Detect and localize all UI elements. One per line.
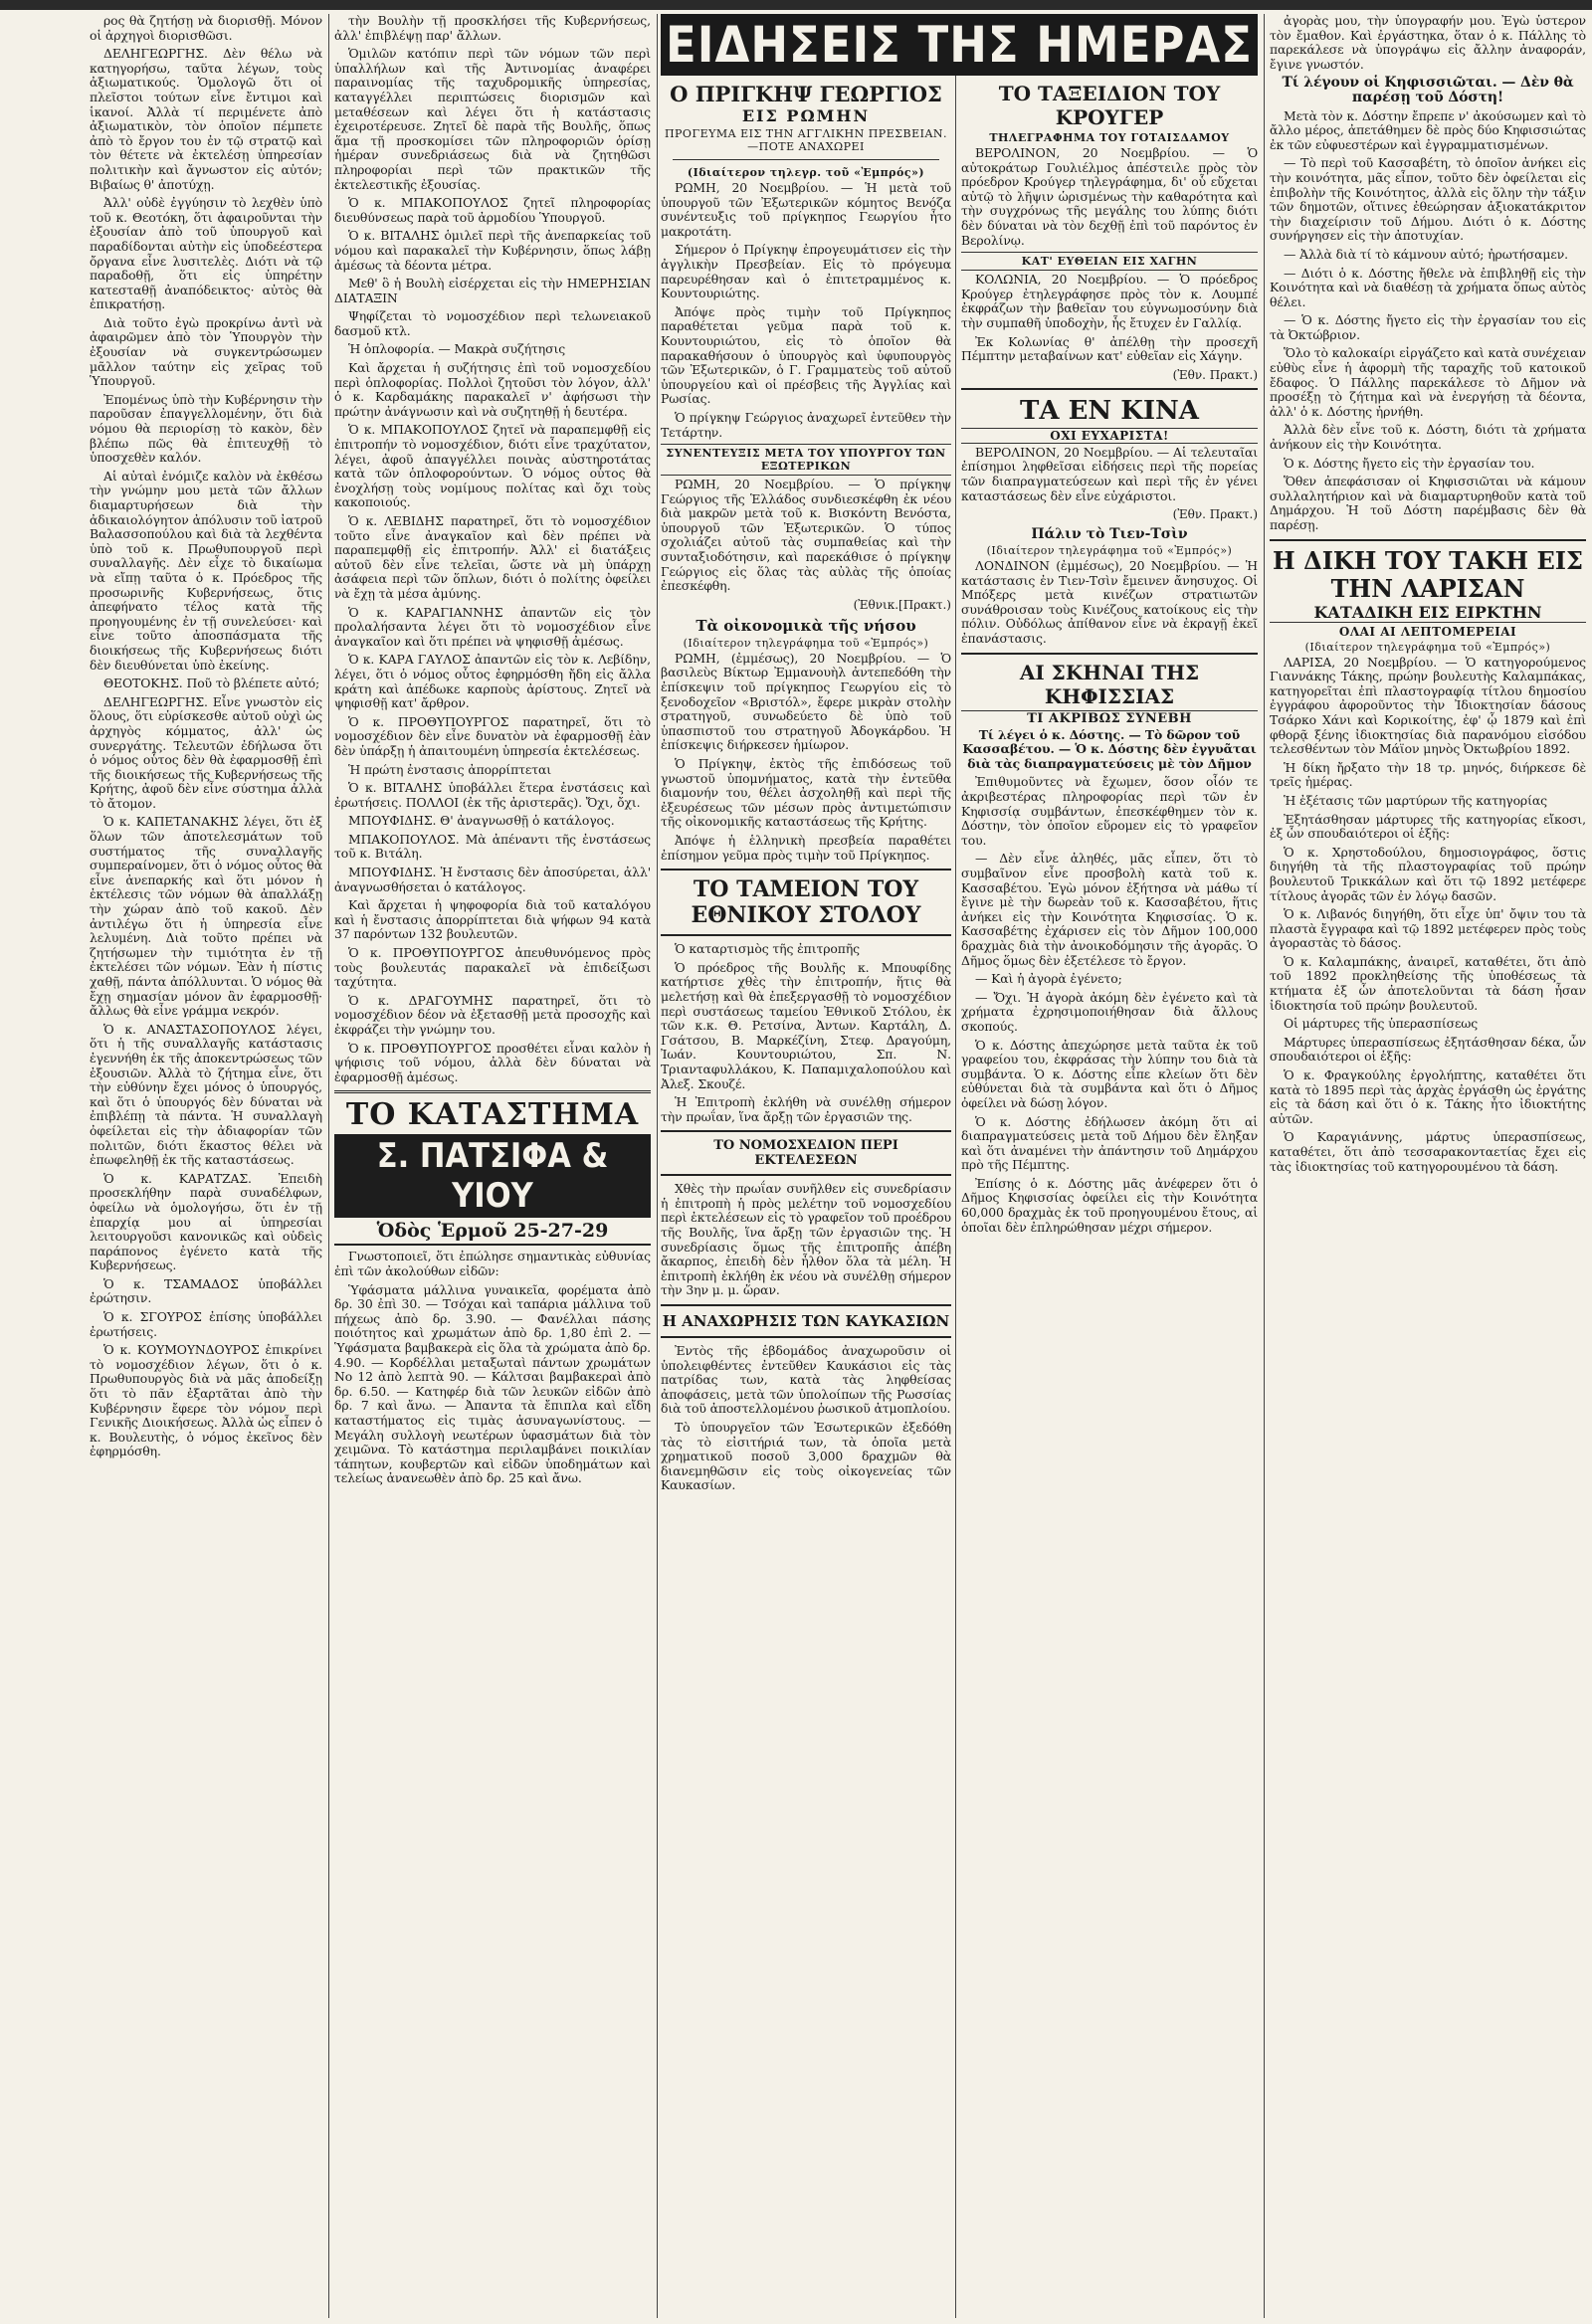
paragraph: Ὁ κ. ΒΙΤΑΛΗΣ ὁμιλεῖ περὶ τῆς ἀνεπαρκείας τοῦ νόμου καὶ παρακαλεῖ τὴν Κυβέρνησιν, ὅπως λάβῃ ἀμέσως τὰ δέοντα μέτρα.	[334, 228, 651, 273]
paragraph: Μάρτυρες ὑπερασπίσεως ἐξητάσθησαν δέκα, ὧν σπουδαιότεροι οἱ ἑξῆς:	[1270, 1034, 1586, 1065]
paragraph: ΛΟΝΔΙΝΟΝ (ἐμμέσως), 20 Νοεμβρίου. — Ἡ κατάστασις ἐν Τιεν-Τσὶν ἔμεινεν ἄνησυχος. Οἱ Μπόξερς μετὰ κινέζων στρατιωτῶν συνάθροισαν τοὺς Κινέζους κατοίκους εἰς τὴν πόλιν. Οὐδόλως ἀπίθανον εἶνε νὰ ἐκραγῇ ἐκεῖ ἐπανάστασις.	[961, 558, 1258, 647]
column-divider	[1264, 14, 1265, 2318]
paragraph: Ὁ κ. ΠΡΟΘΥΠΟΥΡΓΟΣ προσθέτει εἶναι καλὸν ἡ ψήφισις τοῦ νόμου, ἀλλὰ δὲν δύναται νὰ ἐφαρμοσθῇ ἀμέσως.	[334, 1040, 651, 1084]
paragraph: Ψηφίζεται τὸ νομοσχέδιον περὶ τελωνειακοῦ δασμοῦ κτλ.	[334, 308, 651, 338]
paragraph: — Τὸ περὶ τοῦ Κασσαβέτη, τὸ ὁποῖον ἀνήκει εἰς τὴν κοινότητα, μᾶς εἶπον, τοῦτο δὲν ὀφείλεται εἰς ἐπιβολὴν τῆς Κοινότητος, ἀλλὰ εἰς ὅλην τὴν τάξιν τῶν δημοτῶν, οἵτινες ἐθεώρησαν ἀξιοκατάκριτον τὴν διαχείρισιν τοῦ Δήμου. Διότι ὁ κ. Δόστης συνήργησεν εἰς τὴν ἀποτυχίαν.	[1270, 155, 1586, 244]
paragraph: τὴν Βουλὴν τῇ προσκλήσει τῆς Κυβερνήσεως, ἀλλ' ἐπιβλέψῃ παρ' ἄλλων.	[334, 13, 651, 43]
paragraph: ΜΠΟΥΦΙΔΗΣ. Θ' ἀναγνωσθῇ ὁ κατάλογος.	[348, 813, 615, 829]
paragraph: Ὁ Πρίγκηψ, ἐκτὸς τῆς ἐπιδόσεως τοῦ γνωστοῦ ὑπομνήματος, κατὰ τὴν ἐντεῦθα διαμονήν του, θέλει ἀσχοληθῇ καὶ περὶ τῆς ἐξευρέσεως τῶν μέσων πρὸς ἀντιμετώπισιν τῆς οἰκονομικῆς καταστάσεως τῆς Κρήτης.	[661, 756, 951, 830]
paragraph: Ὁ κ. Δόστης ἀπεχώρησε μετὰ ταῦτα ἐκ τοῦ γραφείου του, ἐκφράσας τὴν λύπην του διὰ τὰ συμβάντα. Ὁ κ. Δόστης εἶπε κλείων ὅτι δὲν εὐθύνεται διὰ τὰ συμβάντα καὶ ὅτι ὁ Δῆμος ὀφείλει νὰ δώσῃ λόγον.	[961, 1037, 1258, 1110]
column-5	[1270, 14, 1586, 2318]
s2-text	[661, 478, 951, 594]
paragraph: Ὁ κ. ΜΠΑΚΟΠΟΥΛΟΣ ζητεῖ πληροφορίας διευθύνσεως παρὰ τοῦ ἀρμοδίου Ὑπουργοῦ.	[334, 195, 651, 225]
paragraph: Ὁ κ. Δόστης ἤγετο εἰς τὴν ἐργασίαν του.	[1284, 455, 1535, 471]
column-divider	[955, 14, 956, 2318]
paragraph: Καὶ ἄρχεται ἡ ψηφοφορία διὰ τοῦ καταλόγου καὶ ἡ ἔνστασις ἀπορρίπτεται διὰ ψήφων 94 κατὰ 37 παρόντων 132 βουλευτῶν.	[334, 897, 651, 942]
ad-paragraph: Γνωστοποιεῖ, ὅτι ἐπώλησε σημαντικὰς εὐθυνίας ἐπὶ τῶν ἀκολούθων εἰδῶν:	[334, 1249, 651, 1278]
paragraph: Ὁ κ. ΑΝΑΣΤΑΣΟΠΟΥΛΟΣ λέγει, ὅτι ἡ τῆς συναλλαγῆς κατάστασις ἐγεννήθη ἐκ τῆς ἀποκεντρώσεως τῶν ἐξουσιῶν. Ἀλλὰ τὸ ζήτημα εἶνε, ὅτι τὴν εὐθύνην ἔχει μόνος ὁ ὑπουργός, καὶ ὅτι ὁ ὑπουργός δὲν δύναται νὰ ἐπιβλέπῃ τὰ πάντα. Ἡ συναλλαγὴ ὀφείλεται εἰς τὴν ἀδιαφορίαν τῶν πολιτῶν, διότι ἕκαστος θέλει νὰ ἐπωφεληθῇ ἐκ τῆς καταστάσεως.	[90, 1021, 322, 1168]
s1-text	[661, 181, 951, 440]
paragraph: Ἡ πρώτη ἐνστασις ἀπορρίπτεται	[348, 761, 552, 777]
paragraph: Τὸ ὑπουργεῖον τῶν Ἐσωτερικῶν ἐξεδόθη τὰς τὸ εἰσιτήριά των, τὰ ὁποῖα μετὰ χρηματικοῦ ποσοῦ 3,000 δραχμῶν θὰ διανεμηθῶσιν εἰς τοὺς οἰκογενείας τῶν Καυκασίων.	[661, 1420, 951, 1493]
paragraph: Ὁ πρόεδρος τῆς Βουλῆς κ. Μπουφίδης κατήρτισε χθὲς τὴν ἐπιτροπήν, ἥτις θὰ μελετήσῃ καὶ θὰ ἐπεξεργασθῇ τὸ νομοσχέδιον περὶ συστάσεως ταμείου Ἐθνικοῦ Στόλου, ἐκ τῶν κ.κ. Θ. Ρετσίνα, Ἀντων. Καρτάλη, Δ. Γσάτσου, Β. Μαρκέζίνη, Στεφ. Δραγούμη, Ἰωάν. Κουντουριώτου, Σπ. Ν. Τριανταφυλλάκου, Κ. Παπαμιχαλοπούλου καὶ Ἀλεξ. Σκουζέ.	[661, 959, 951, 1091]
prince-george-subhead-2: ΠΡΟΓΕΥΜΑ ΕΙΣ ΤΗΝ ΑΓΓΛΙΚΗΝ ΠΡΕΣΒΕΙΑΝ.—ΠΟΤΕ ΑΝΑΧΩΡΕΙ	[664, 127, 948, 153]
tameion-headline: ΤΟ ΤΑΜΕΙΟΝ ΤΟΥ ΕΘΝΙΚΟΥ ΣΤΟΛΟΥ	[691, 876, 921, 929]
paragraph: Ἐκ Κολωνίας θ' ἀπέλθῃ τὴν προσεχῆ Πέμπτην μεταβαίνων κατ' εὐθεῖαν εἰς Χάγην.	[961, 333, 1258, 364]
paragraph: Καὶ ἄρχεται ἡ συζήτησις ἐπὶ τοῦ νομοσχεδίου περὶ ὁπλοφορίας. Πολλοὶ ζητοῦσι τὸν λόγον, ἀλλ' ὁ κ. Καρδαμάκης παρακαλεῖ ν' ἀφήσωσι τὴν πρώτην ἀνάγνωσιν καὶ νὰ συζητηθῇ ἡ δευτέρα.	[334, 360, 651, 419]
paragraph: Αἱ αὐταὶ ἐνόμιζε καλὸν νὰ ἐκθέσω τὴν γνώμην μου μετὰ τῶν ἄλλων διαμαρτυρήσεων διὰ τὴν ἀδικαιολόγητον ἀπόλυσιν τοῦ ἰατροῦ Βαλασσοπούλου καὶ διὰ τὰ λεχθέντα ὑπὸ τοῦ κ. Πρωθυπουργοῦ περὶ συναλλαγῆς. Δὲν εἶχε τὸ δικαίωμα νὰ εἴπῃ ταῦτα ὁ κ. Πρόεδρος τῆς προσωρινῆς Κυβερνήσεως, ὅτις ἀπεφήνατο τέλος κατὰ τῆς προηγουμένης ἐν τῇ συνελεύσει· καὶ εἶνε τοῦτο ἀποσπάσματα τῆς διοικήσεως τῆς Κυβερνήσεως διότι δὲν διευθύνεται ὑπὸ ἐκείνης.	[90, 468, 322, 673]
china-subhead: ΟΧΙ ΕΥΧΑΡΙΣΤΑ!	[961, 428, 1258, 444]
paragraph: Ὁ κ. ΒΙΤΑΛΗΣ ὑποβάλλει ἕτερα ἐνστάσεις καὶ ἐρωτήσεις. ΠΟΛΛΟΙ (ἐκ τῆς ἀριστερᾶς). Ὄχι, ὄχι.	[334, 780, 651, 810]
prince-george-article	[661, 82, 951, 1497]
kruger-subhead: ΤΗΛΕΓΡΑΦΗΜΑ ΤΟΥ ΓΟΤΑΙΣΔΑΜΟΥ	[989, 131, 1230, 144]
trial-text	[1270, 656, 1586, 1175]
china-headline: ΤΑ ΕΝ ΚΙΝΑ	[1020, 395, 1199, 426]
paragraph: Ὁ κ. ΚΑΠΕΤΑΝΑΚΗΣ λέγει, ὅτι ἐξ ὅλων τῶν ἀποτελεσμάτων τοῦ συστήματος τῆς συναλλαγῆς συμπεραίνομεν, ὅτι ὁ νόμος οὗτος θὰ εἶνε ἀνεπαρκής καὶ ὅτι μόνον ἡ ἐκτέλεσις τῶν νόμων θὰ ἀπαλλάξῃ τὴν χώραν ἀπὸ τοῦ κακοῦ. Δὲν ἀντιλέγω ὅτι ἡ ὑπηρεσία εἶνε λελυμένη. Διὰ τοῦτο πρέπει νὰ ζητήσωμεν τὴν τιμιότητα ἐν τῇ ἐκτελέσει τῶν νόμων. Ἐὰν ἡ πίστις χαθῇ, πάντα ἀπόλλυνται. Ὁ νόμος θὰ ἔχῃ σημασίαν μόνον ἂν ἐφαρμοσθῇ· ἄλλως θὰ εἶνε γράμμα νεκρόν.	[90, 814, 322, 1019]
paragraph: Μεθ' ὃ ἡ Βουλὴ εἰσέρχεται εἰς τὴν ΗΜΕΡΗΣΙΑΝ ΔΙΑΤΑΞΙΝ	[334, 276, 651, 305]
s1-label: (Ιδιαίτερον τηλεγρ. τοῦ «Ἐμπρός»)	[687, 166, 925, 179]
kruger-article	[961, 82, 1258, 1239]
paragraph: ΔΕΛΗΓΕΩΡΓΗΣ. Δὲν θέλω νὰ κατηγορήσω, ταῦτα λέγων, τοὺς ἀξιωματικούς. Ὁμολογῶ ὅτι οἱ πλεῖστοι τούτων εἶνε ἔντιμοι καὶ ἱκανοί. Ἀλλὰ τί περιμένετε ἀπὸ ἀξιωματικὸν, τὸν ὁποῖον πέμπετε ἀπὸ τὸ ἔργον του ἐν τῷ στρατῷ καὶ τὸν θέτετε νὰ ἐκτελέσῃ ὑπηρεσίαν πολιτικὴν καὶ ἄγνωστον εἰς αὐτόν; Βιβαίως θ' ἀποτύχῃ.	[90, 46, 322, 192]
paragraph: Ὁ κ. ΚΑΡΑ ΓΑΥΛΟΣ ἀπαντῶν εἰς τὸν κ. Λεβίδην, λέγει, ὅτι ὁ νόμος οὗτος ἐφηρμόσθη ἤδη εἰς ἄλλα κράτη καὶ ἀπέδωκε καρποὺς ἀρίστους. Ζητεῖ νὰ ψηφισθῇ κατ' ἄρθρον.	[334, 652, 651, 711]
store-advertisement	[334, 1090, 651, 1486]
paragraph: Ἐπιθυμοῦντες νὰ ἔχωμεν, ὅσον οἷόν τε ἀκριβεστέρας πληροφορίας περὶ τῶν ἐν Κηφισσίᾳ συμβάντων, ἐπεσκέφθημεν τὸν κ. Δόστην, τὸν ὁποῖον εὕρομεν εἰς τὸ γραφεῖον του.	[961, 774, 1258, 848]
prince-george-headline: Ο ΠΡΙΓΚΗΨ ΓΕΩΡΓΙΟΣ	[670, 82, 942, 106]
paragraph: Ἀλλ' οὐδὲ ἐγγύησιν τὸ λεχθὲν ὑπὸ τοῦ κ. Θεοτόκη, ὅτι ἀφαιροῦνται τὴν ἐξουσίαν ἀπὸ τοῦ ὑπουργοῦ καὶ παραδίδονται αὐτὴν εἰς ὑποδεέστερα ὄργανα εἶνε λυσιτελὲς. Διότι νὰ τῷ παραδοθῇ, ὅτι εἰς ὑπηρέτην κατεσταθῇ ἀναπόδεικτος· αὐτὸς θὰ ἐπικρατήσῃ.	[90, 195, 322, 312]
paragraph: Ἡ δίκη ἤρξατο τὴν 18 τρ. μηνός, διήρκεσε δὲ τρεῖς ἡμέρας.	[1270, 759, 1586, 790]
column-2-text	[334, 14, 651, 1084]
paragraph: Οἱ μάρτυρες τῆς ὑπερασπίσεως	[1284, 1016, 1479, 1032]
ad-title: ΤΟ ΚΑΤΑΣΤΗΜΑ	[345, 1097, 640, 1133]
column-divider	[657, 14, 658, 2318]
paragraph: Ἡ ὁπλοφορία. — Μακρὰ συζήτησις	[348, 341, 566, 357]
paragraph: Ὁ κ. Δόστης ἐδήλωσεν ἀκόμη ὅτι αἱ διαπραγματεύσεις μετὰ τοῦ Δήμου δὲν ἔληξαν καὶ ὅτι ἀναμένει τὴν ἀπάντησιν τοῦ Δημάρχου πρὸ τῆς Πέμπτης.	[961, 1113, 1258, 1173]
nomos-headline: ΤΟ ΝΟΜΟΣΧΕΔΙΟΝ ΠΕΡΙ ΕΚΤΕΛΕΣΕΩΝ	[713, 1138, 898, 1169]
column-2	[334, 14, 651, 2318]
trial-subhead-2: ΟΛΑΙ ΑΙ ΛΕΠΤΟΜΕΡΕΙΑΙ	[1338, 624, 1517, 639]
paragraph: Ὁ κ. ΔΡΑΓΟΥΜΗΣ παρατηρεῖ, ὅτι τὸ νομοσχέδιον δέον νὰ ἐξετασθῇ μετὰ προσοχῆς καὶ ἐκφράζει τὴν γνώμην του.	[334, 992, 651, 1037]
paragraph: Ὁ κ. ΛΕΒΙΔΗΣ παρατηρεῖ, ὅτι τὸ νομοσχέδιον τοῦτο εἶνε ἀναγκαῖον καὶ δὲν πρέπει νὰ παραπεμφθῇ εἰς ἐπιτροπήν. Ἀλλ' εἰ διατάξεις αὐτοῦ δὲν εἶνε τελεῖαι, ὥστε νὰ μὴ ὑπάρχῃ ἀσάφεια περὶ τῶν ὅπλων, διότι ὁ πολίτης ὀφείλει νὰ ἔχῃ τὰ μέσα ἀμύνης.	[334, 513, 651, 601]
paragraph: Ἐξητάσθησαν μάρτυρες τῆς κατηγορίας εἴκοσι, ἐξ ὧν σπουδαιότεροι οἱ ἑξῆς:	[1270, 811, 1586, 842]
paragraph: ρος θὰ ζητήσῃ νὰ διορισθῇ. Μόνον οἱ ἀρχηγοὶ διορισθῶσι.	[90, 13, 322, 43]
paragraph: ΚΟΛΩΝΙΑ, 20 Νοεμβρίου. — Ὁ πρόεδρος Κρούγερ ἐτηλεγράφησε πρὸς τὸν κ. Λουμπέ ἐκφράζων τὴν βαθεῖαν του εὐγνωμοσύνην διὰ τὴν συμπαθῆ ὑποδοχὴν, ἧς ἔτυχεν ἐν Γαλλίᾳ.	[961, 272, 1258, 330]
kifissia-headline: ΑΙ ΣΚΗΝΑΙ ΤΗΣ ΚΗΦΙΣΣΙΑΣ	[1019, 660, 1200, 708]
paragraph: ΛΑΡΙΣΑ, 20 Νοεμβρίου. — Ὁ κατηγορούμενος Γιαννάκης Τάκης, πρώην βουλευτὴς Καλαμπάκας, κατηγορεῖται ἐπὶ πλαστογραφίᾳ τίτλου δημοσίου ἐγγράφου ἀφοροῦντος τὴν Ἰδιοκτησίαν δάσους Τσάρκο Χάνι καὶ Κορικοίτης, ἐφ' ᾧ 1879 καὶ ἐπὶ φθορᾷ ξένης ἰδιοκτησίας διὰ παρανόμου εἰσόδου τελεσθέντων τὸν Μάϊον μηνὸς Ὀκτωβρίου 1892.	[1270, 654, 1586, 757]
ad-store-name: Σ. ΠΑΤΣΙΦΑ & ΥΙΟΥ	[334, 1134, 651, 1218]
paragraph: Ἐπομένως ὑπὸ τὴν Κυβέρνησιν τὴν παροῦσαν ἐπαγγελλομένην, ὅτι διὰ νόμου θὰ περιορίσῃ τὸ κακὸν, δὲν βλέπω πῶς θὰ ἐπιτευχθῇ τὸ ὑποσχεθὲν καλόν.	[90, 391, 322, 466]
paragraph: ΡΩΜΗ, 20 Νοεμβρίου. — Ὁ πρίγκηψ Γεώργιος τῆς Ἑλλάδος συνδιεσκέφθη ἐκ νέου διὰ μακρῶν μετὰ τοῦ κ. Βισκόντη Βενόστα, ὑπουργοῦ τῶν Ἐξωτερικῶν. Ὁ τύπος σχολιάζει αὐτοῦ τὰς συμπαθείας καὶ τὴν συνταξιοδότησιν, καὶ παρεκάθισε ὁ πρίγκηψ Γεώργιος εἰς ὅλας τὰς αὐλὰς τῆς ὁποίας ἐπεσκέφθη.	[661, 477, 951, 594]
paragraph: ἀγορὰς μου, τὴν ὑπογραφήν μου. Ἐγὼ ὑστερον τὸν ἔμαθον. Καὶ ἐργάστηκα, ὅταν ὁ κ. Πάλλης τὸ παρεκάλεσε νὰ ὑπογράψω εἰς ἄλλην ἀναφοράν, ἔγινε γνωστόν.	[1270, 13, 1586, 72]
ad-paragraph: Ὑφάσματα μάλλινα γυναικεῖα, φορέματα ἀπὸ δρ. 30 ἐπὶ 30. — Τσόχαι καὶ ταπάρια μάλλινα τοῦ πήχεως ἀπὸ δρ. 3.90. — Φανέλλαι πάσης ποιότητος καὶ χρωμάτων ἀπὸ δρ. 1,80 ἐπὶ 2. — Ὑφάσματα βαμβακερὰ εἰς ὅλα τὰ χρώματα ἀπὸ δρ. 4.90. — Κορδέλλαι μεταξωταὶ πάντων χρωμάτων Νο 12 ἀπὸ λεπτὰ 90. — Κάλτσαι βαμβακεραὶ ἀπὸ δρ. 6.50. — Κατηφέρ διὰ τῶν λευκῶν εἰδῶν ἀπὸ δρ. 7 καὶ ἄνω. — Ἀπαντα τὰ ἔπιπλα καὶ εἴδη καταστήματος εἰς τιμὰς ἀσυναγωνίστους. — Μεγάλη συλλογὴ νεωτέρων ὑφασμάτων διὰ τὸν χειμῶνα. Τὸ κατάστημα περιλαμβάνει ποικιλίαν τάπητων, κουβερτῶν καὶ εἰδῶν ὑποδημάτων καὶ τελείως ἀνανεωθὲν ἀπὸ δρ. 25 καὶ ἄνω.	[334, 1281, 651, 1486]
paragraph: ΒΕΡΟΛΙΝΟΝ, 20 Νοεμβρίου. — Αἱ τελευταῖαι ἐπίσημοι ληφθεῖσαι εἰδήσεις περὶ τῆς πορείας τῶν διαπραγματεύσεων καὶ περὶ τῆς ἐν γένει καταστάσεως δὲν εἶνε εὐχάριστοι.	[961, 444, 1258, 503]
kruger-text	[961, 146, 1258, 248]
kruger-source: (Ἐθν. Πρακτ.)	[1172, 367, 1258, 382]
paragraph: Ἡ ἐξέτασις τῶν μαρτύρων τῆς κατηγορίας	[1284, 792, 1547, 808]
ad-address: Ὁδὸς Ἑρμοῦ 25-27-29	[334, 1220, 651, 1246]
kifissia-lead: Τί λέγει ὁ κ. Δόστης. — Τὸ δῶρον τοῦ Κασσαβέτου. — Ὁ κ. Δόστης δὲν ἐγγυᾶται διὰ τὰς διαπραγματεύσεις μὲ τὸν Δῆμον	[962, 726, 1257, 771]
top-masthead-strip	[0, 0, 1592, 10]
kruger-s2-text	[961, 273, 1258, 364]
column-5-top-text	[1270, 14, 1586, 72]
china-text	[961, 446, 1258, 503]
paragraph: — Ἀλλὰ διὰ τί τὸ κάμνουν αὐτό; ἠρωτήσαμεν.	[1284, 246, 1568, 262]
paragraph: Ὁ κ. ΤΣΑΜΑΔΟΣ ὑποβάλλει ἐρώτησιν.	[90, 1275, 322, 1306]
column-1	[90, 14, 322, 2318]
kifissia-text	[961, 775, 1258, 1235]
paragraph: — Ὄχι. Ἡ ἀγορὰ ἀκόμη δὲν ἐγένετο καὶ τὰ χρήματα ἐχρησιμοποιήθησαν διὰ ἄλλους σκοπούς.	[961, 989, 1258, 1034]
paragraph: Ὁ κ. ΜΠΑΚΟΠΟΥΛΟΣ ζητεῖ νὰ παραπεμφθῇ εἰς ἐπιτροπήν τὸ νομοσχέδιον, διότι εἶνε τραχύτατον, λέγει, ἀφοῦ ἀπαγγέλλει ποινὰς αὐστηροτάτας κατὰ τῶν ὁπλοφορούντων. Ὁ νόμος οὗτος θὰ ἐνοχλήσῃ τοὺς νομίμους πολίτας καὶ ὄχι τοὺς κακοποιούς.	[334, 422, 651, 510]
kifissia-subhead: ΤΙ ΑΚΡΙΒΩΣ ΣΥΝΕΒΗ	[961, 710, 1258, 726]
paragraph: ΜΠΑΚΟΠΟΥΛΟΣ. Μὰ ἀπέναντι τῆς ἐνστάσεως τοῦ κ. Βιτάλη.	[334, 831, 651, 862]
china-text-2	[961, 559, 1258, 647]
paragraph: Ὁ κ. ΚΑΡΑΤΖΑΣ. Ἐπειδὴ προσεκλήθην παρὰ συναδέλφων, ὀφείλω νὰ ὁμολογήσω, ὅτι ἐν τῇ ἐπαρχίᾳ μου αἱ ὑπηρεσίαι λειτουργοῦσι κανονικῶς καὶ οὐδεὶς παράπονος ἐγένετο κατὰ τῆς Κυβερνήσεως.	[90, 1170, 322, 1273]
paragraph: Ἐπίσης ὁ κ. Δόστης μᾶς ἀνέφερεν ὅτι ὁ Δῆμος Κηφισσίας ὀφείλει εἰς τὴν Κοινότητα 60,000 δραχμὰς ἐκ τοῦ προηγουμένου ἔτους, αἱ ὁποῖαι δὲν ἐπληρώθησαν μέχρι σήμερον.	[961, 1175, 1258, 1235]
paragraph: ΘΕΟΤΟΚΗΣ. Ποῦ τὸ βλέπετε αὐτό;	[103, 676, 320, 691]
paragraph: ΔΕΛΗΓΕΩΡΓΗΣ. Εἶνε γνωστὸν εἰς ὅλους, ὅτι εὑρίσκεσθε αὐτοῦ οὐχὶ ὡς ἀρχηγὸς κόμματος, ἀλλ' ὡς συνεργάτης. Τελευτῶν ἐδήλωσα ὅτι ὁ νόμος οὗτος δὲν θὰ ἐφαρμοσθῇ ἐπὶ τῆς διοικήσεως τῆς Κυβερνήσεως τῆς Κρήτης, ἀφοῦ δὲν εἶνε σύστημα ἀλλὰ τὸ ἄτομον.	[90, 693, 322, 811]
kifissiotes-title: Τί λέγουν οἱ Κηφισσιῶται. — Δὲν θὰ παρέσῃ τοῦ Δόστη!	[1282, 75, 1574, 105]
paragraph: Ὁ πρίγκηψ Γεώργιος ἀναχωρεῖ ἐντεῦθεν τὴν Τετάρτην.	[661, 409, 951, 440]
paragraph: — Ὁ κ. Δόστης ἤγετο εἰς τὴν ἐργασίαν του εἰς τὰ Ὀκτώβριον.	[1270, 312, 1586, 342]
paragraph: — Διότι ὁ κ. Δόστης ἤθελε νὰ ἐπιβληθῇ εἰς τὴν Κοινότητα καὶ νὰ διαθέσῃ τὰ χρήματα ὅπως αὐτὸς θέλει.	[1270, 265, 1586, 309]
china-title-2: Πάλιν τὸ Τιεν-Τσὶν	[1031, 526, 1188, 543]
paragraph: ΡΩΜΗ, (ἐμμέσως), 20 Νοεμβρίου. — Ὁ βασιλεὺς Βίκτωρ Ἐμμανουὴλ ἀντεπεδόθη τὴν ἐπίσκεψιν τοῦ πρίγκηπος Γεωργίου εἰς τὸ ξενοδοχεῖον «Βριστόλ», ἔφερε μικρὰν στολὴν στρατηγοῦ, συνωδεύετο δὲ ὑπὸ τοῦ ὑπασπιστοῦ του στρατηγοῦ Ἀδογκάρδου. Ἡ ἐπίσκεψις διήρκεσεν ἡμίωρον.	[661, 650, 951, 753]
kruger-s2-title: ΚΑΤ' ΕΥΘΕΙΑΝ ΕΙΣ ΧΑΓΗΝ	[961, 252, 1258, 271]
kaukasioi-text	[661, 1344, 951, 1493]
paragraph: Ὁ καταρτισμὸς τῆς ἐπιτροπῆς	[675, 941, 860, 957]
paragraph: Ἀπόψε ἡ ἑλληνικὴ πρεσβεία παραθέτει ἐπίσημον γεῦμα πρὸς τιμὴν τοῦ Πρίγκηπος.	[661, 832, 951, 863]
kruger-headline: ΤΟ ΤΑΞΕΙΔΙΟΝ ΤΟΥ ΚΡΟΥΓΕΡ	[998, 82, 1221, 129]
s3-title: Τὰ οἰκονομικὰ τῆς νήσου	[696, 616, 916, 635]
prince-george-subhead: ΕΙΣ ΡΩΜΗΝ	[741, 106, 871, 125]
paragraph: Ὁ κ. ΚΑΡΑΓΙΑΝΝΗΣ ἀπαντῶν εἰς τὸν προλαλήσαντα λέγει ὅτι τὸ νομοσχέδιον εἶνε ἀναγκαῖον καὶ ὅτι πρέπει νὰ ψηφισθῇ ἀμέσως.	[334, 604, 651, 649]
s2-source: (Ἐθνικ.[Πρακτ.)	[853, 597, 951, 612]
paragraph: Διὰ τοῦτο ἐγὼ προκρίνω ἀντὶ νὰ ἀφαιρῶμεν ἀπὸ τὸν Ὑπουργὸν τὴν ἐξουσίαν νὰ συγκεντρώσωμεν μᾶλλον ταύτην εἰς χεῖρας τοῦ Ὑπουργοῦ.	[90, 314, 322, 389]
paragraph: Ὁ κ. ΠΡΟΘΥΠΟΥΡΓΟΣ παρατηρεῖ, ὅτι τὸ νομοσχέδιον δὲν εἶνε δυνατὸν νὰ ἐφαρμοσθῇ ἐὰν δὲν ὑπάρξῃ ἡ ἀπαιτουμένη ὑπηρεσία ἐκτελέσεως.	[334, 713, 651, 758]
trial-headline: Η ΔΙΚΗ ΤΟΥ ΤΑΚΗ ΕΙΣ ΤΗΝ ΛΑΡΙΣΑΝ	[1273, 545, 1583, 603]
ad-text	[334, 1250, 651, 1486]
tameion-text	[661, 942, 951, 1124]
paragraph: Ὁ κ. Φραγκούλης ἐργολήπτης, καταθέτει ὅτι κατὰ τὸ 1895 περὶ τὰς ἀρχὰς ἐργάσθη ὡς ἐργάτης εἰς τὰ δάση καὶ ὅτι ὁ κ. Τάκης ἦτο ἰδιοκτήτης αὐτῶν.	[1270, 1067, 1586, 1126]
paragraph: Ὁ κ. ΚΟΥΜΟΥΝΔΟΥΡΟΣ ἐπικρίνει τὸ νομοσχέδιον λέγων, ὅτι ὁ κ. Πρωθυπουργὸς διὰ νὰ μᾶς ἀποδείξῃ ὅτι τὸ πᾶν ἐξαρτᾶται ἀπὸ τὴν Κυβέρνησιν ἔφερε τὸν νόμον περὶ Γενικῆς Διοικήσεως. Ἀλλὰ ὡς εἶπεν ὁ κ. Βουλευτὴς, ὁ νόμος ἐκεῖνος δὲν ἐφηρμόσθη.	[90, 1342, 322, 1459]
paragraph: ΜΠΟΥΦΙΔΗΣ. Ἡ ἔνστασις δὲν ἀποσύρεται, ἀλλ' ἀναγνωσθήσεται ὁ κατάλογος.	[334, 865, 651, 894]
column-divider	[328, 14, 329, 2318]
paragraph: — Καὶ ἡ ἀγορὰ ἐγένετο;	[975, 971, 1122, 987]
s2-title: ΣΥΝΕΝΤΕΥΞΙΣ ΜΕΤΑ ΤΟΥ ΥΠΟΥΡΓΟΥ ΤΩΝ ΕΞΩΤΕΡΙΚΩΝ	[661, 444, 951, 476]
paragraph: Ὁ κ. Λιβανός διηγήθη, ὅτι εἶχε ὑπ' ὄψιν του τὰ πλαστὰ ἔγγραφα καὶ τῷ 1892 μετέφερεν πρὸς τοὺς ἀγοραστὰς τὸ δάσος.	[1270, 906, 1586, 951]
paragraph: Μετὰ τὸν κ. Δόστην ἔπρεπε ν' ἀκούσωμεν καὶ τὸ ἄλλο μέρος, ἀπετάθημεν δὲ πρὸς δύο Κηφισσιώτας ἐκ τῶν εὐφυεστέρων καὶ ἐγγραμματισμένων.	[1270, 107, 1586, 152]
paragraph: Ἐντὸς τῆς ἑβδομάδος ἀναχωροῦσιν οἱ ὑπολειφθέντες ἐντεῦθεν Καυκάσιοι εἰς τὰς πατρίδας των, κατὰ τὰς ληφθείσας ἀποφάσεις, μετὰ τῶν ὑπολοίπων τῆς Ρωσσίας διὰ τοῦ ἀποστελλομένου ῥωσικοῦ ἀτμοπλοίου.	[661, 1343, 951, 1417]
trial-label: (Ιδιαίτερον τηλεγράφημα τοῦ «Ἐμπρός»)	[1304, 640, 1551, 654]
china-label-2: (Ιδιαίτερον τηλεγράφημα τοῦ «Ἐμπρός»)	[986, 544, 1233, 558]
paragraph: Ἀπόψε πρὸς τιμὴν τοῦ Πρίγκηπος παραθέτεται γεῦμα παρὰ τοῦ κ. Κουντουριώτου, εἰς τὸ ὁποῖον θὰ παρακαθήσουν ὁ ὑπουργὸς καὶ ὑφυπουργὸς τῶν Ἐξωτερικῶν, ὁ Γ. Γραμματεὺς τοῦ αὐτοῦ ὑπουργείου καὶ οἱ πρέσβεις τῆς Ἀγγλίας καὶ Ρωσίας.	[661, 303, 951, 407]
paragraph: Ἀλλὰ δὲν εἶνε τοῦ κ. Δόστη, διότι τὰ χρήματα ἀνήκουν εἰς τὴν Κοινότητα.	[1270, 422, 1586, 453]
kifissiotes-text	[1270, 109, 1586, 533]
china-source: (Ἐθν. Πρακτ.)	[1172, 507, 1258, 522]
paragraph: Ὁ Καραγιάννης, μάρτυς ὑπερασπίσεως, καταθέτει, ὅτι ἀπὸ τεσσαρακονταετίας ἔχει εἰς τὰς ἰδιοκτησίας τοῦ κατηγορουμένου τὰ δάση.	[1270, 1129, 1586, 1174]
trial-subhead: ΚΑΤΑΔΙΚΗ ΕΙΣ ΕΙΡΚΤΗΝ	[1270, 603, 1586, 623]
paragraph: ΡΩΜΗ, 20 Νοεμβρίου. — Ἡ μετὰ τοῦ ὑπουργοῦ τῶν Ἐξωτερικῶν κόμητος Βενόζα συνέντευξις τοῦ πρίγκηπος Γεωργίου ἦτο μακροτάτη.	[661, 180, 951, 239]
paragraph: Ὁ κ. Καλαμπάκης, ἀναιρεῖ, καταθέτει, ὅτι ἀπὸ τοῦ 1892 προκληθείσης τῆς ὑποθέσεως τὰ κτήματα ἐξ ὧν ἀποτελοῦνται τὰ δάση ἦσαν ἰδιοκτησία τοῦ πρώην βουλευτοῦ.	[1270, 953, 1586, 1013]
paragraph: Σήμερον ὁ Πρίγκηψ ἐπρογευμάτισεν εἰς τὴν ἀγγλικὴν Πρεσβείαν. Εἰς τὸ πρόγευμα παρευρέθησαν καὶ ὁ ἐπιτετραμμένος κ. Κουντουριώτης.	[661, 242, 951, 301]
paragraph: Ὅθεν ἀπεφάσισαν οἱ Κηφισσιῶται νὰ κάμουν συλλαλητήριον καὶ νὰ διαμαρτυρηθοῦν κατὰ τοῦ Δημάρχου. Ἡ τοῦ Δόστη παρέμβασις δὲν θὰ παρέσῃ.	[1270, 474, 1586, 532]
kaukasioi-headline: Η ΑΝΑΧΩΡΗΣΙΣ ΤΩΝ ΚΑΥΚΑΣΙΩΝ	[662, 1312, 950, 1331]
nomos-text	[661, 1182, 951, 1298]
s3-text	[661, 652, 951, 863]
paragraph: Ἡ Ἐπιτροπὴ ἐκλήθη νὰ συνέλθῃ σήμερον τὴν πρωΐαν, ἵνα ἄρξῃ τῶν ἐργασιῶν της.	[661, 1094, 951, 1124]
masthead-title: ΕΙΔΗΣΕΙΣ ΤΗΣ ΗΜΕΡΑΣ	[666, 16, 1253, 74]
paragraph: — Δὲν εἶνε ἀληθές, μᾶς εἶπεν, ὅτι τὸ συμβαῖνον εἶνε προσβολὴ κατὰ τοῦ κ. Κασσαβέτου. Ἐγὼ μόνον ἐξήτησα νὰ μάθω τί ἔγινε μὲ τὴν δωρεὰν τοῦ κ. Κασσαβέτου, ἥτις ἀνήκει εἰς τὴν Κοινότητα Κηφισσίας. Ὁ κ. Κασσαβέτης ἐχάρισεν εἰς τὸν Δῆμον 100,000 δραχμὰς διὰ τὴν ἀνοικοδόμησιν τῆς ἀγορᾶς. Ὁ Δῆμος ὅμως δὲν ἐξετέλεσε τὸ ἔργον.	[961, 851, 1258, 968]
paragraph: Ὅλο τὸ καλοκαίρι εἰργάζετο καὶ κατὰ συνέχειαν εὐθὺς εἶνε ἡ ἀφορμὴ τῆς ταραχῆς τοῦ κατοικοῦ ἔδαφος. Ὁ Πάλλης παρεκάλεσε τὸ Δῆμον νὰ προσέξῃ τὸ ζήτημα καὶ νὰ ἐνεργήσῃ τὰ δέοντα, ἀλλ' ὁ κ. Δόστης ἠρνήθη.	[1270, 345, 1586, 419]
s3-label: (Ιδιαίτερον τηλεγράφημα τοῦ «Ἐμπρός»)	[683, 636, 929, 650]
paragraph: Ὁ κ. Χρηστοδούλου, δημοσιογράφος, ὅστις διηγήθη τὰ τῆς πλαστογραφίας τοῦ πρώην βουλευτοῦ Τρικκάλων καὶ ὅτι τῷ 1892 μετέφερε τίτλους ἀγορᾶς τῶν ἐν λόγῳ δασῶν.	[1270, 844, 1586, 903]
paragraph: Χθὲς τὴν πρωΐαν συνῆλθεν εἰς συνεδρίασιν ἡ ἐπιτροπὴ ἡ πρὸς μελέτην τοῦ νομοσχεδίου περὶ ἐκτελέσεων εἰς τὸ γραφεῖον τοῦ προέδρου τῆς Βουλῆς, ἵνα ἄρξῃ τῶν ἐργασιῶν της. Ἡ συνεδρίασις ὅμως τῆς ἐπιτροπῆς ἀπέβη ἄκαρπος, ἐπειδὴ δὲν ἦλθον ὅλα τὰ μέλη. Ἡ ἐπιτροπὴ ἐκλήθη ἐκ νέου νὰ συνέλθῃ σήμερον τὴν 3ην μ. μ. ὥραν.	[661, 1181, 951, 1298]
paragraph: Ὁ κ. ΣΓΟΥΡΟΣ ἐπίσης ὑποβάλλει ἐρωτήσεις.	[90, 1309, 322, 1339]
paragraph: ΒΕΡΟΛΙΝΟΝ, 20 Νοεμβρίου. — Ὁ αὐτοκράτωρ Γουλιέλμος ἀπέστειλε πρὸς τὸν πρόεδρον Κρούγερ τηλεγράφημα, δι' οὗ εὔχεται αὐτῷ τὸ λῆψιν ὡρισμένως τὴν καθαρότητα καὶ τὴν συγχρόνως τῆς μεγάλης του λύπης διότι δὲν δύναται νὰ τὸν δεχθῇ ἐπὶ τοῦ παρόντος ἐν Βερολίνῳ.	[961, 145, 1258, 248]
paragraph: Ὁμιλῶν κατόπιν περὶ τῶν νόμων τῶν περὶ ὑπαλλήλων καὶ τῆς Ἀντινομίας ἀναφέρει παραινομίας τῆς ταχυδρομικῆς ὑπηρεσίας, καταγγέλλει περιπτώσεις διορισμῶν καὶ μεταθέσεων καὶ λέγει ὅτι ἡ κατάστασις ἐχειροτέρευσε. Ζητεῖ δὲ παρὰ τῆς Βουλῆς, ὅπως ἅμα τῇ προσκομίσει τῶν πληροφοριῶν ὁρίσῃ ἡμέραν συνεδριάσεως διὰ νὰ ζητηθῶσι πληροφορίαι περὶ τῶν πρακτικῶν τῆς ἐκτελεστικῆς ἐξουσίας.	[334, 46, 651, 192]
paragraph: Ὁ κ. ΠΡΟΘΥΠΟΥΡΓΟΣ ἀπευθυνόμενος πρὸς τοὺς βουλευτάς παρακαλεῖ νὰ ἐπιδείξωσι ταχύτητα.	[334, 945, 651, 990]
column-4	[961, 14, 1258, 2318]
